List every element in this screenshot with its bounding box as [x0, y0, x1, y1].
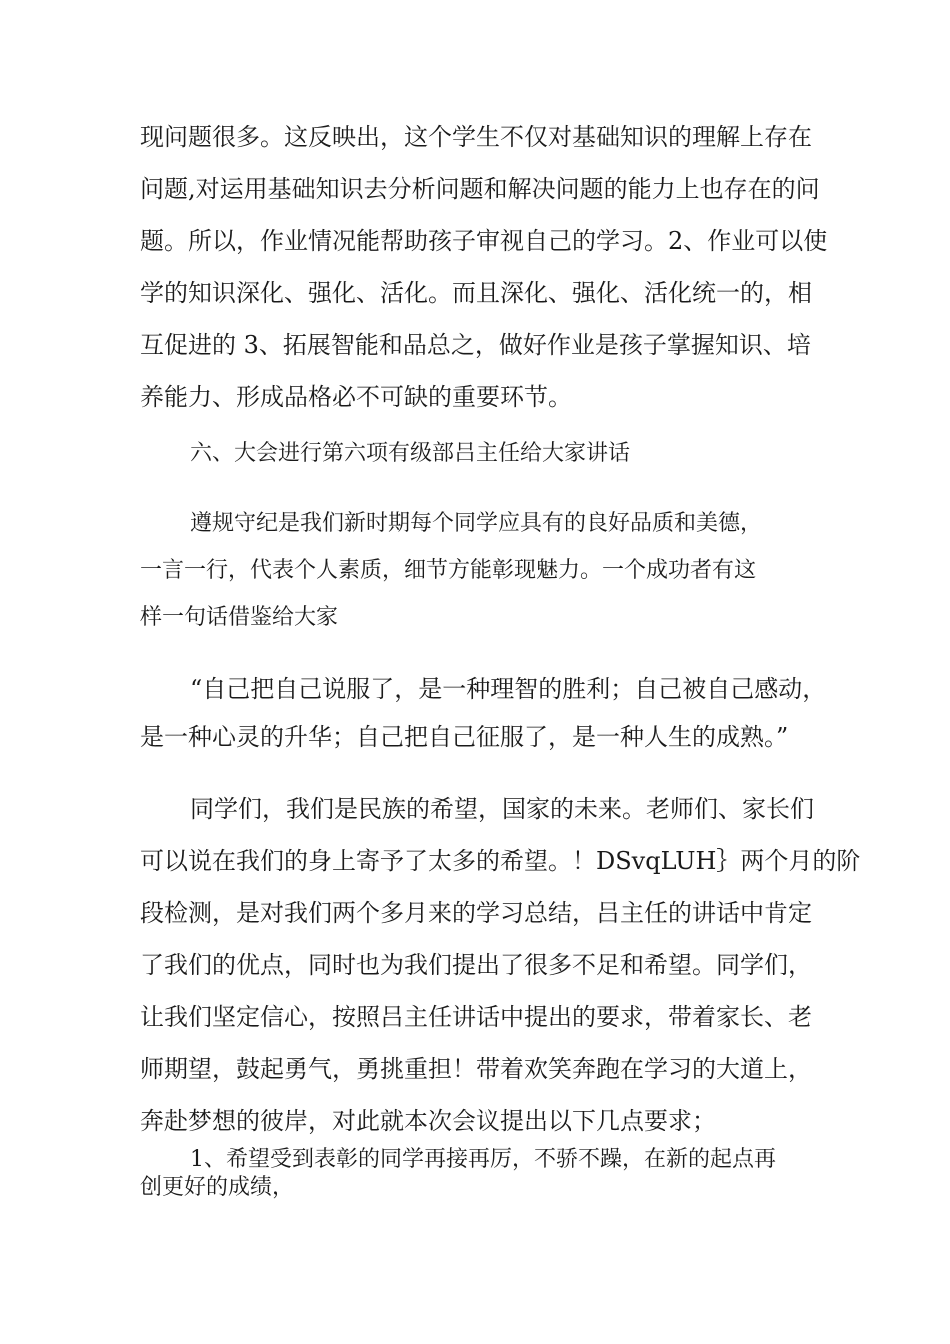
text-line: 创更好的成绩，	[140, 1175, 295, 1200]
quote-line: 是一种心灵的升华；自己把自己征服了，是一种人生的成熟。”	[140, 723, 789, 751]
text-line: 学的知识深化、强化、活化。而且深化、强化、活化统一的，相	[140, 279, 812, 307]
quote-line: “自己把自己说服了，是一种理智的胜利；自己被自己感动，	[190, 675, 827, 703]
text-line: 样一句话借鉴给大家	[140, 605, 339, 630]
text-line: 题。所以，作业情况能帮助孩子审视自己的学习。2、作业可以使	[140, 227, 828, 255]
text-line: 段检测，是对我们两个多月来的学习总结，吕主任的讲话中肯定	[140, 899, 812, 927]
text-line: 1、希望受到表彰的同学再接再厉，不骄不躁，在新的起点再	[190, 1147, 776, 1172]
text-line: 可以说在我们的身上寄予了太多的希望。！DSvqLUH｝两个月的阶	[140, 847, 861, 875]
text-line: 让我们坚定信心，按照吕主任讲话中提出的要求，带着家长、老	[140, 1003, 812, 1031]
text-line: 问题,对运用基础知识去分析问题和解决问题的能力上也存在的问	[140, 175, 820, 203]
text-line: 遵规守纪是我们新时期每个同学应具有的良好品质和美德，	[190, 511, 763, 536]
text-line: 了我们的优点，同时也为我们提出了很多不足和希望。同学们，	[140, 951, 812, 979]
text-line: 互促进的 3、拓展智能和品总之，做好作业是孩子掌握知识、培	[140, 331, 811, 359]
text-line: 师期望，鼓起勇气，勇挑重担！带着欢笑奔跑在学习的大道上，	[140, 1055, 812, 1083]
text-line: 现问题很多。这反映出，这个学生不仅对基础知识的理解上存在	[140, 123, 812, 151]
text-line: 养能力、形成品格必不可缺的重要环节。	[140, 383, 572, 411]
text-line: 奔赴梦想的彼岸，对此就本次会议提出以下几点要求；	[140, 1107, 716, 1135]
text-line: 同学们，我们是民族的希望，国家的未来。老师们、家长们	[190, 795, 814, 823]
text-line: 一言一行，代表个人素质，细节方能彰现魅力。一个成功者有这	[140, 558, 757, 583]
section-heading-text: 六、大会进行第六项有级部吕主任给大家讲话	[190, 441, 631, 466]
